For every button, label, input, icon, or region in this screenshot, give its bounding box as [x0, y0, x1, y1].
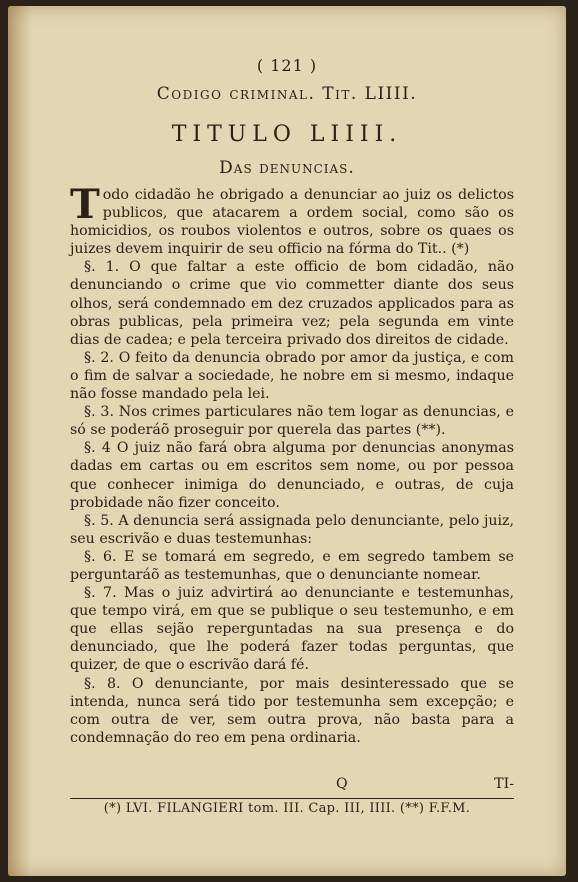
footnote: (*) LVI. FILANGIERI tom. III. Cap. III, IIII. (**) F.F.M. [103, 801, 471, 816]
page-number: ( 121 ) [256, 56, 318, 75]
section-paragraph: §. 6. E se tomará em segredo, e em segredo tambem se perguntaráõ as testemunhas, que o denunciante nomear. [70, 548, 514, 583]
signature-mark: Q [336, 776, 348, 792]
section-paragraph: §. 8. O denunciante, por mais desinteressado que se intenda, nunca será tido por testemunha sem excepção; e com outra de ver, sem outra prova, não basta para a condemnação do reo em pena ordinaria. [70, 675, 514, 746]
catch-line [70, 776, 514, 794]
running-title: Codigo criminal. Tit. LIIII. [156, 84, 418, 104]
footnote-rule [70, 798, 514, 799]
book-page [8, 6, 566, 876]
section-paragraph: §. 1. O que faltar a este officio de bom cidadão, não denunciando o crime que vio commetter diante dos seus olhos, será condemnado em dez cruzados applicados para as obras publicas, pela primeira vez; pela segunda em vinte dias de cadea; e pela terceira privado dos direitos de cidade. [70, 259, 514, 348]
section-paragraph: §. 7. Mas o juiz advirtirá ao denunciante e testemunhas, que tempo virá, em que se publique o seu testemunho, e em que ellas sejão reperguntadas na sua presença e do denunciado, que lhe poderá fazer todas perguntas, que quizer, de que o escrivão dará fé. [70, 585, 514, 674]
section-paragraph: §. 4 O juiz não fará obra alguma por denuncias anonymas dadas em cartas ou em escritos sem nome, ou por pessoa que conhecer inimiga do denunciado, e outras, de cuja probidade não fizer conceito. [70, 440, 514, 511]
intro-text: odo cidadão he obrigado a denunciar ao juiz os delictos publicos, que atacarem a ordem social, como são os homicidios, os roubos violentos e outros, sobre os quaes os juizes devem inquirir de seu officio na fórma do Tit.. (*) [70, 187, 514, 258]
catchword: TI- [494, 776, 514, 792]
section-paragraph: §. 5. A denuncia será assignada pelo denunciante, pelo juiz, seu escrivão e duas testemunhas: [70, 512, 514, 547]
body-text [70, 181, 514, 747]
section-paragraph: §. 3. Nos crimes particulares não tem logar as denuncias, e só se poderáõ proseguir por querela das partes (**). [70, 404, 514, 439]
chapter-subtitle: Das denuncias. [219, 158, 355, 178]
chapter-title: TITULO LIIII. [171, 122, 403, 147]
drop-cap: T [70, 181, 100, 228]
section-paragraph: §. 2. O feito da denuncia obrado por amor da justiça, e com o fim de salvar a sociedade, he nobre em si mesmo, indaque não fosse mandado pela lei. [70, 349, 514, 403]
intro-paragraph [70, 181, 514, 258]
